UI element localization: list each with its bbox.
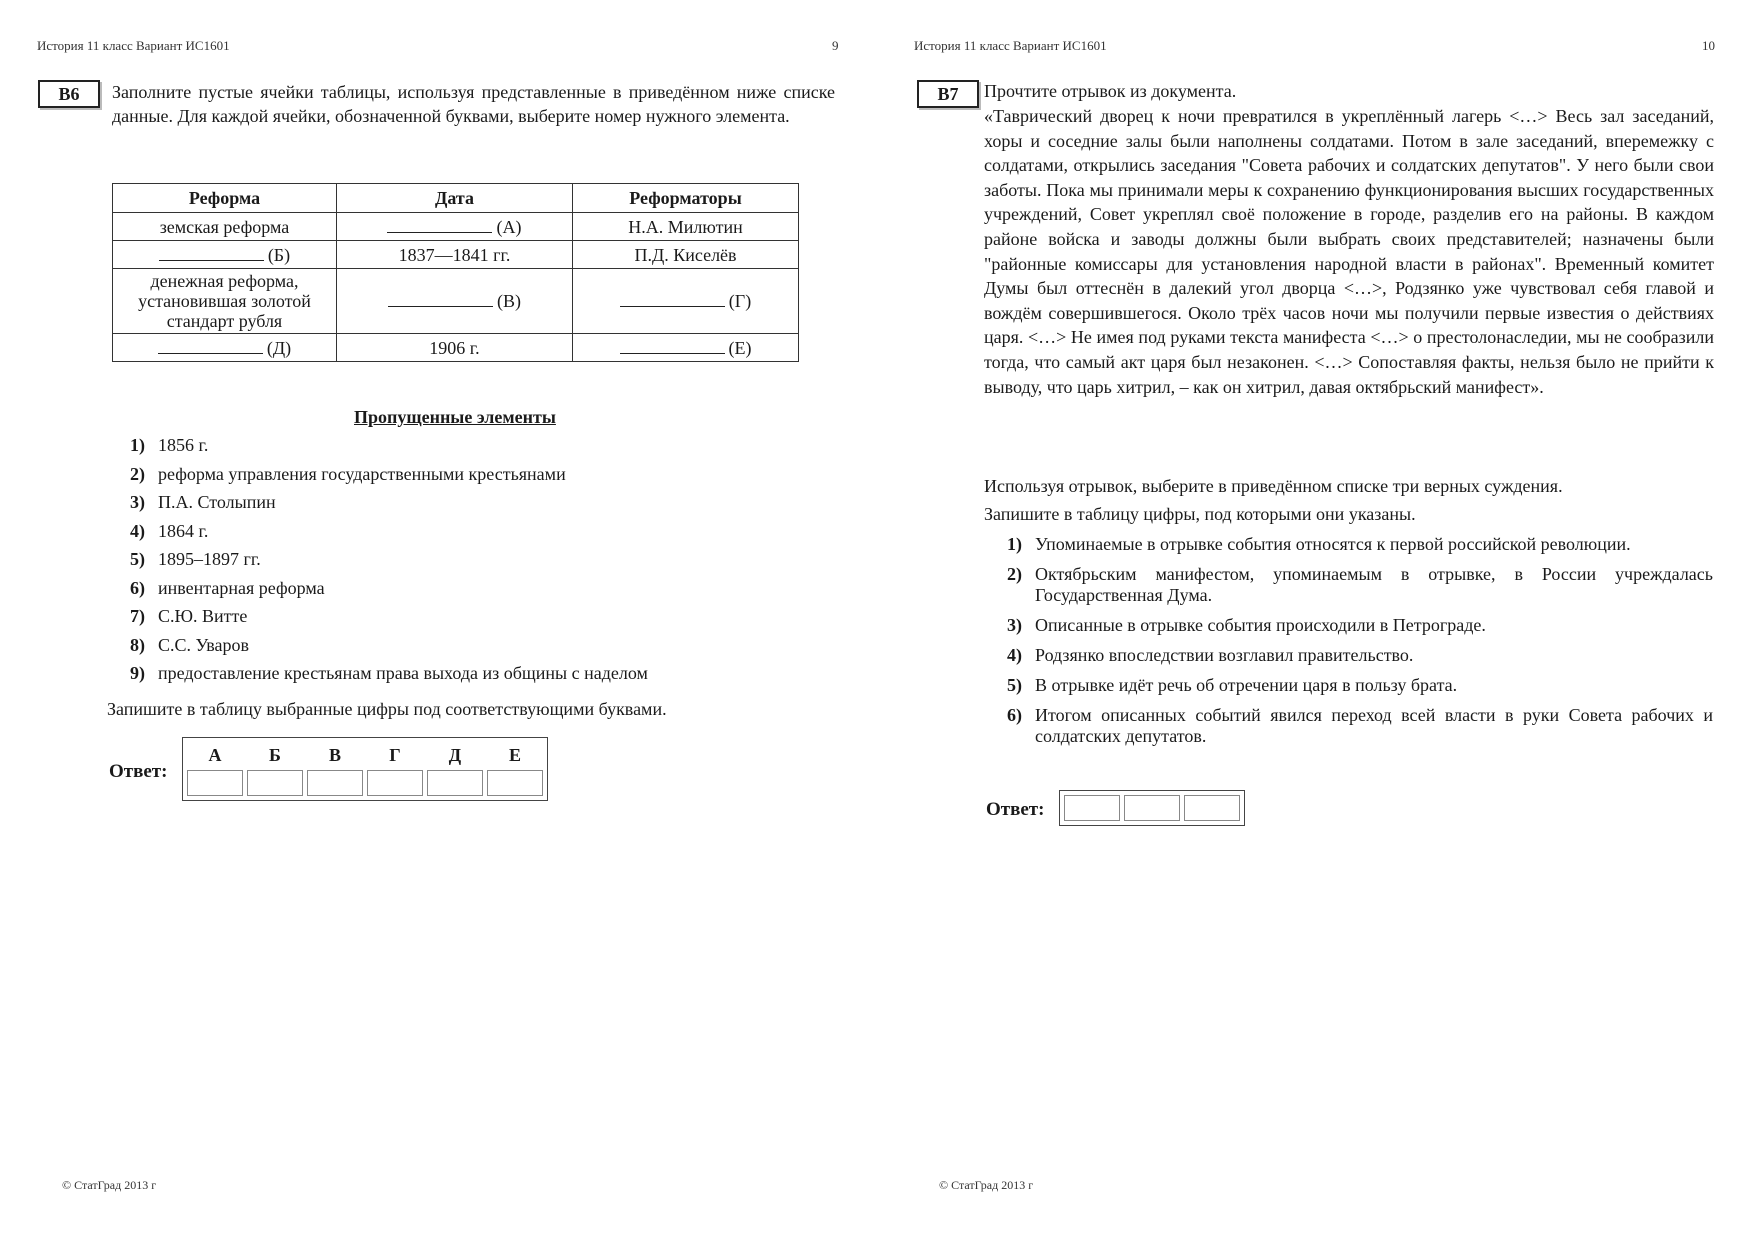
header-reform: Реформа	[113, 184, 337, 213]
blank-letter: (Б)	[267, 244, 291, 265]
item-text: В отрывке идёт речь об отречении царя в пользу брата.	[1035, 675, 1458, 695]
item-text: Описанные в отрывке события происходили в Петрограде.	[1035, 615, 1486, 635]
answer-letter: А	[208, 745, 222, 765]
answer-cell-1[interactable]	[1064, 795, 1120, 821]
answer-grid-b6	[182, 737, 548, 801]
item-text: Упоминаемые в отрывке события относятся к первой российской революции.	[1035, 534, 1631, 554]
missing-elements-list	[130, 435, 830, 692]
reform-table	[112, 183, 799, 362]
answer-letter: Б	[269, 745, 281, 765]
item-number: 3)	[1007, 615, 1022, 635]
list-item	[130, 521, 830, 550]
header-date: Дата	[336, 184, 572, 213]
answer-cell-g[interactable]	[367, 770, 423, 796]
item-text: предоставление крестьянам права выхода из общины с наделом	[158, 663, 648, 683]
table-row	[113, 213, 799, 241]
cell-reform: денежная реформа, установившая золотой стандарт рубля	[113, 269, 337, 334]
blank-line	[388, 292, 493, 307]
instruction-write: Запишите в таблицу цифры, под которыми они указаны.	[984, 504, 1416, 524]
item-number: 5)	[130, 549, 145, 569]
blank-letter: (Е)	[728, 337, 752, 358]
list-item	[1007, 564, 1713, 606]
blank-line	[387, 218, 492, 233]
table-header-row	[113, 184, 799, 213]
answer-cell-2[interactable]	[1124, 795, 1180, 821]
item-text: П.А. Столыпин	[158, 492, 276, 512]
answer-cells	[1062, 793, 1242, 823]
item-number: 4)	[130, 520, 145, 541]
item-number: 7)	[130, 606, 145, 626]
item-number: 3)	[130, 492, 145, 512]
cell-reformers: Н.А. Милютин	[573, 213, 799, 241]
cell-reform-blank[interactable]	[113, 334, 337, 362]
running-head: История 11 класс Вариант ИС1601	[914, 38, 1107, 53]
answer-grid-b7	[1059, 790, 1245, 826]
item-number: 2)	[130, 463, 145, 484]
answer-cell-b[interactable]	[247, 770, 303, 796]
list-item	[130, 578, 830, 607]
item-text: инвентарная реформа	[158, 577, 325, 598]
blank-line	[620, 292, 725, 307]
item-number: 6)	[1007, 705, 1022, 725]
cell-reform-blank[interactable]	[113, 241, 337, 269]
blank-line	[620, 339, 725, 354]
running-head: История 11 класс Вариант ИС1601	[37, 38, 230, 53]
item-number: 1)	[1007, 534, 1022, 554]
item-text: Октябрьским манифестом, упоминаемым в отрывке, в России учреждалась Государственная Дума.	[1035, 564, 1713, 605]
item-number: 9)	[130, 663, 145, 683]
task-label-b7: В7	[917, 80, 979, 108]
item-text: 1864 г.	[158, 520, 209, 541]
list-item	[1007, 675, 1713, 696]
table-row	[113, 241, 799, 269]
cell-reformers-blank[interactable]	[573, 334, 799, 362]
cell-date-blank[interactable]	[336, 269, 572, 334]
answer-label: Ответ:	[986, 799, 1045, 820]
cell-reformers: П.Д. Киселёв	[573, 241, 799, 269]
answer-cells	[185, 770, 545, 798]
item-text: реформа управления государственными крестьянами	[158, 463, 566, 484]
list-item	[130, 663, 830, 692]
list-item	[1007, 615, 1713, 636]
list-item	[1007, 534, 1713, 555]
instruction-select: Используя отрывок, выберите в приведённом списке три верных суждения.	[984, 476, 1563, 496]
blank-line	[159, 246, 264, 261]
page-number: 9	[832, 38, 839, 53]
cell-date: 1906 г.	[336, 334, 572, 362]
cell-date-blank[interactable]	[336, 213, 572, 241]
list-item	[130, 492, 830, 521]
answer-letters	[185, 740, 545, 770]
write-instruction: Запишите в таблицу выбранные цифры под соответствующими буквами.	[107, 699, 667, 719]
page-number: 10	[1702, 38, 1715, 53]
cell-date: 1837—1841 гг.	[336, 241, 572, 269]
footer-copyright: © СтатГрад 2013 г	[62, 1178, 157, 1192]
list-item	[130, 464, 830, 493]
answer-letter: Г	[389, 745, 401, 765]
list-item	[130, 549, 830, 578]
list-item	[1007, 645, 1713, 666]
blank-letter: (Д)	[266, 337, 292, 358]
answer-cell-e[interactable]	[487, 770, 543, 796]
item-number: 4)	[1007, 645, 1022, 665]
footer-copyright: © СтатГрад 2013 г	[939, 1178, 1034, 1192]
answer-cell-v[interactable]	[307, 770, 363, 796]
document-excerpt: «Таврический дворец к ночи превратился в укреплённый лагерь <…> Весь зал заседаний, хоры и соседние залы были наполнены солдатами. Потом в зале заседаний, вперемежку с солдатами, открылись заседания "Совета рабочих и солдатских депутатов". У него были свои заботы. Пока мы принимали меры к сохранению функционирования высших государственных учреждений, Совет укреплял своё положение в городе, разделив его на районы. В каждом районе войска и заводы должны были выбрать своих представителей; назначены были "районные комиссары для установления народной власти в районах". Временный комитет Думы был оттеснён в далекий угол дворца <…>, Родзянко уже чувствовал себя главой и вождём совершившегося. Около трёх часов ночи мы получили первые известия о действиях царя. <…> Не имея под руками текста манифеста <…> о престолонаследии, мы не сообразили тогда, что самый акт царя был незаконен. <…> Сопоставляя факты, нельзя было не прийти к выводу, что царь хитрил, – как он хитрил, давая октябрьский манифест».	[984, 106, 1714, 397]
item-text: Итогом описанных событий явился переход всей власти в руки Совета рабочих и солдатских депутатов.	[1035, 705, 1713, 746]
item-number: 6)	[130, 577, 145, 598]
item-number: 1)	[130, 435, 145, 455]
blank-letter: (В)	[496, 291, 521, 311]
item-text: 1856 г.	[158, 435, 209, 455]
list-item	[130, 635, 830, 664]
list-item	[130, 435, 830, 464]
item-text: С.С. Уваров	[158, 634, 249, 655]
cell-reform: земская реформа	[113, 213, 337, 241]
item-text: С.Ю. Витте	[158, 606, 248, 626]
answer-letter: В	[328, 745, 341, 765]
list-item	[130, 606, 830, 635]
item-number: 5)	[1007, 675, 1022, 695]
task-label-b6: В6	[38, 80, 100, 108]
judgements-list	[1007, 534, 1713, 756]
blank-line	[158, 339, 263, 354]
table-row	[113, 269, 799, 334]
blank-letter: (Г)	[728, 291, 752, 311]
answer-cell-3[interactable]	[1184, 795, 1240, 821]
answer-letter: Е	[508, 745, 521, 765]
item-text: 1895–1897 гг.	[158, 549, 261, 569]
list-item	[1007, 705, 1713, 747]
header-reformers: Реформаторы	[573, 184, 799, 213]
item-number: 8)	[130, 634, 145, 655]
answer-cell-a[interactable]	[187, 770, 243, 796]
missing-elements-title: Пропущенные элементы	[354, 407, 556, 427]
answer-label: Ответ:	[109, 761, 168, 782]
right-page	[877, 0, 1754, 1239]
answer-letter: Д	[448, 745, 462, 765]
task-instruction: Заполните пустые ячейки таблицы, используя представленные в приведённом ниже списке данные. Для каждой ячейки, обозначенной буквами, выберите номер нужного элемента.	[112, 82, 835, 126]
item-text: Родзянко впоследствии возглавил правительство.	[1035, 645, 1414, 665]
cell-reformers-blank[interactable]	[573, 269, 799, 334]
answer-cell-d[interactable]	[427, 770, 483, 796]
blank-letter: (А)	[496, 216, 522, 237]
item-number: 2)	[1007, 564, 1022, 584]
table-row	[113, 334, 799, 362]
task-intro: Прочтите отрывок из документа.	[984, 81, 1237, 101]
